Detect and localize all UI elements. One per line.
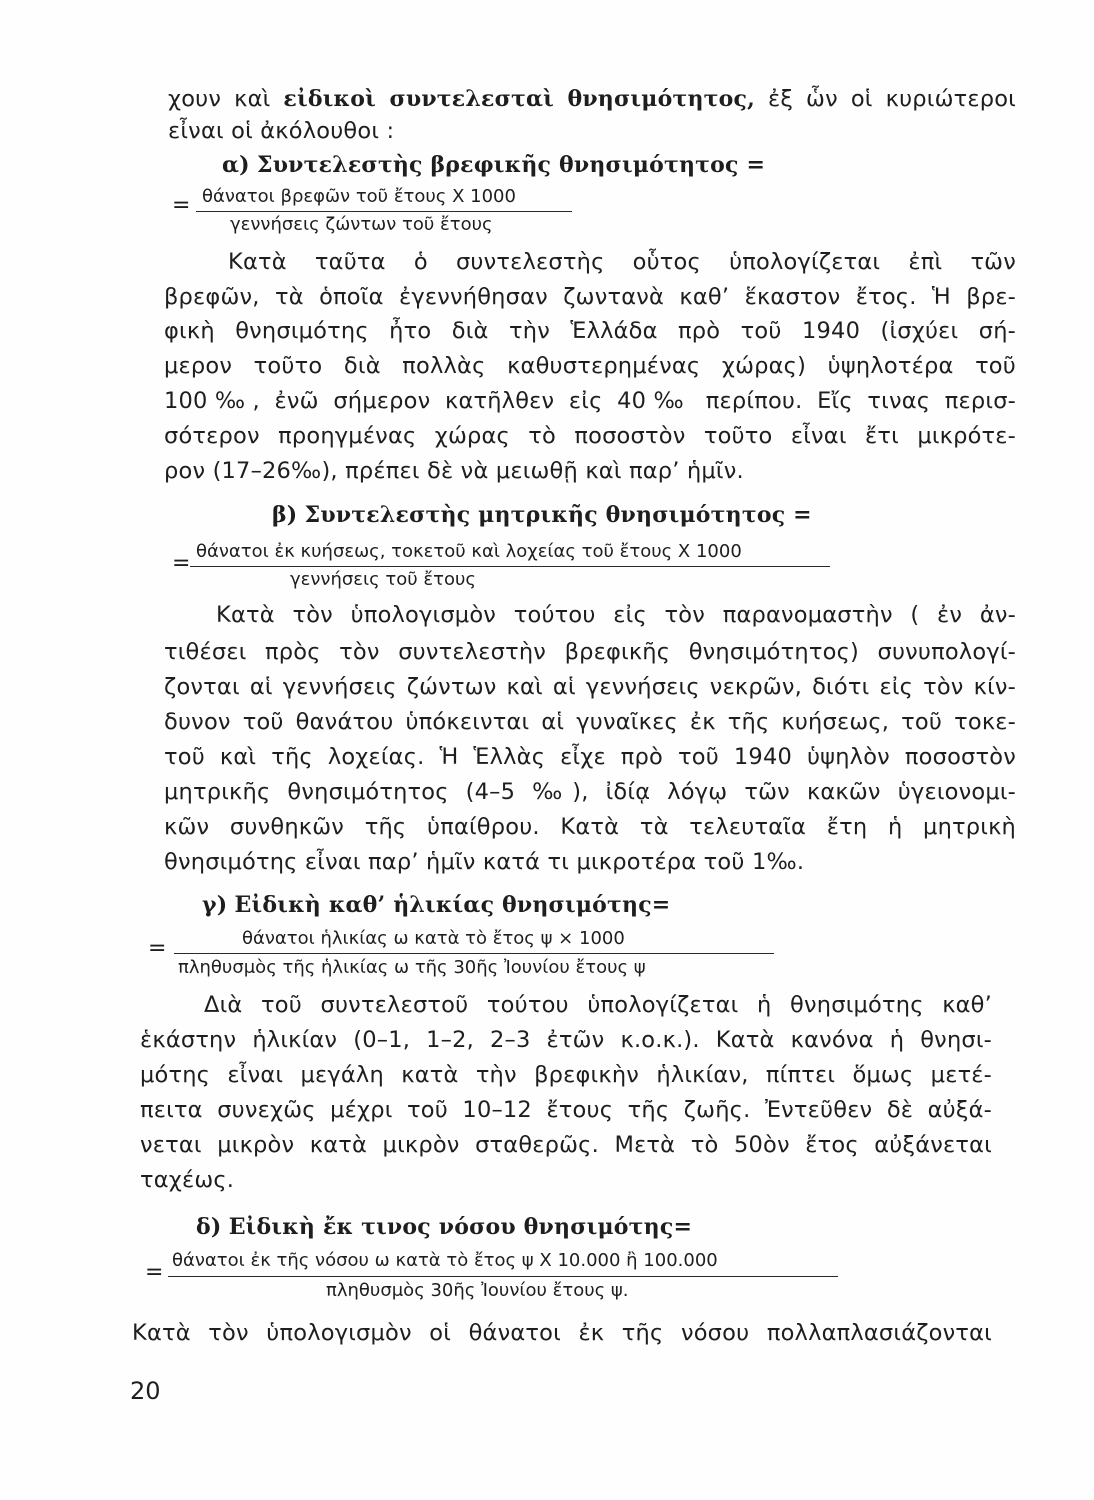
- page-number: 20: [130, 1377, 161, 1405]
- section-b-fraction-bar: [190, 566, 830, 567]
- section-b-line-4: δυνον τοῦ θανάτου ὑπόκεινται αἱ γυναῖκες ἐκ τῆς κυήσεως, τοῦ τοκε-: [164, 709, 1016, 735]
- section-b-heading: β) Συντελεστὴς μητρικῆς θνησιμότητος =: [272, 502, 812, 528]
- section-a-numerator: θάνατοι βρεφῶν τοῦ ἔτους Χ 1000: [202, 186, 516, 207]
- section-c-numerator: θάνατοι ἡλικίας ω κατὰ τὸ ἔτος ψ × 1000: [242, 928, 625, 949]
- section-a-line-6: σότερον προηγμένας χώρας τὸ ποσοστὸν τοῦτο εἶναι ἔτι μικρότε-: [164, 423, 1016, 449]
- section-c-line-5: νεται μικρὸν κατὰ μικρὸν σταθερῶς. Μετὰ τὸ 50ὸν ἔτος αὐξάνεται: [140, 1132, 992, 1158]
- intro-bold-term: εἰδικοὶ συντελεσταὶ θνησιμότητος,: [283, 86, 755, 112]
- section-a-denominator: γεννήσεις ζώντων τοῦ ἔτους: [230, 214, 493, 235]
- section-b-line-2: τιθέσει πρὸς τὸν συντελεστὴν βρεφικῆς θνησιμότητος) συνυπολογί-: [164, 639, 1016, 665]
- section-d-denominator: πληθυσμὸς 30ῆς Ἰουνίου ἔτους ψ.: [326, 1280, 629, 1301]
- section-a-line-4: μερον τοῦτο διὰ πολλὰς καθυστερημένας χώρας) ὑψηλοτέρα τοῦ: [164, 353, 1016, 379]
- section-a-equals: =: [172, 193, 191, 218]
- section-a-heading: α) Συντελεστὴς βρεφικῆς θνησιμότητος =: [222, 152, 766, 178]
- section-c-line-6: ταχέως.: [140, 1167, 235, 1193]
- section-c-equals: =: [148, 936, 167, 961]
- section-b-line-5: τοῦ καὶ τῆς λοχείας. Ἡ Ἑλλὰς εἶχε πρὸ τοῦ 1940 ὑψηλὸν ποσοστὸν: [164, 744, 1016, 770]
- section-c-heading: γ) Εἰδικὴ καθ’ ἡλικίας θνησιμότης=: [202, 892, 671, 918]
- section-d-heading: δ) Εἰδικὴ ἔκ τινος νόσου θνησιμότης=: [196, 1214, 693, 1240]
- section-a-line-7: ρον (17–26‰), πρέπει δὲ νὰ μειωθῇ καὶ παρ’ ἡμῖν.: [164, 458, 744, 484]
- section-c-fraction-bar: [174, 953, 774, 954]
- section-d-fraction-bar: [168, 1276, 838, 1277]
- section-d-numerator: θάνατοι ἐκ τῆς νόσου ω κατὰ τὸ ἔτος ψ Χ 10.000 ἢ 100.000: [172, 1250, 718, 1271]
- section-c-line-1: Διὰ τοῦ συντελεστοῦ τούτου ὑπολογίζεται ἡ θνησιμότης καθ’: [204, 992, 992, 1018]
- section-a-line-2: βρεφῶν, τὰ ὁποῖα ἐγεννήθησαν ζωντανὰ καθ’ ἕκαστον ἔτος. Ἡ βρε-: [164, 284, 1016, 310]
- section-d-line-1: Κατὰ τὸν ὑπολογισμὸν οἱ θάνατοι ἐκ τῆς νόσου πολλαπλασιάζονται: [132, 1320, 992, 1346]
- section-b-line-3: ζονται αἱ γεννήσεις ζώντων καὶ αἱ γεννήσεις νεκρῶν, διότι εἰς τὸν κίν-: [164, 674, 1016, 700]
- section-b-line-1: Κατὰ τὸν ὑπολογισμὸν τούτου εἰς τὸν παρανομαστὴν ( ἐν ἀν-: [216, 602, 1016, 628]
- section-c-line-2: ἑκάστην ἡλικίαν (0–1, 1–2, 2–3 ἐτῶν κ.ο.κ.). Κατὰ κανόνα ἡ θνησι-: [140, 1027, 992, 1053]
- section-d-equals: =: [145, 1260, 164, 1285]
- intro-line-1: χουν καὶ εἰδικοὶ συντελεσταὶ θνησιμότητος, ἐξ ὧν οἱ κυριώτεροι: [168, 86, 1016, 112]
- section-a-fraction-bar: [196, 211, 572, 212]
- section-b-numerator: θάνατοι ἐκ κυήσεως, τοκετοῦ καὶ λοχείας τοῦ ἔτους Χ 1000: [196, 541, 742, 562]
- section-b-line-7: κῶν συνθηκῶν τῆς ὑπαίθρου. Κατὰ τὰ τελευταῖα ἔτη ἡ μητρικὴ: [164, 814, 1016, 840]
- intro-line-2: εἶναι οἱ ἀκόλουθοι :: [168, 118, 395, 144]
- section-b-line-6: μητρικῆς θνησιμότητος (4–5 ‰), ἰδίᾳ λόγῳ τῶν κακῶν ὑγειονομι-: [164, 779, 1016, 805]
- section-b-denominator: γεννήσεις τοῦ ἔτους: [290, 569, 476, 590]
- section-a-line-3: φικὴ θνησιμότης ἦτο διὰ τὴν Ἑλλάδα πρὸ τοῦ 1940 (ἰσχύει σή-: [164, 318, 1016, 344]
- section-b-equals: =: [172, 551, 191, 576]
- section-c-line-4: πειτα συνεχῶς μέχρι τοῦ 10–12 ἔτους τῆς ζωῆς. Ἐντεῦθεν δὲ αὐξά-: [140, 1097, 992, 1123]
- section-c-line-3: μότης εἶναι μεγάλη κατὰ τὴν βρεφικὴν ἡλικίαν, πίπτει ὅμως μετέ-: [140, 1062, 992, 1088]
- section-a-line-5: 100‰, ἐνῶ σήμερον κατῆλθεν εἰς 40‰ περίπου. Εἴς τινας περισ-: [164, 388, 1016, 414]
- section-a-line-1: Κατὰ ταῦτα ὁ συντελεστὴς οὗτος ὑπολογίζεται ἐπὶ τῶν: [228, 249, 1016, 275]
- section-c-denominator: πληθυσμὸς τῆς ἡλικίας ω τῆς 30ῆς Ἰουνίου ἔτους ψ: [178, 957, 646, 978]
- section-b-line-8: θνησιμότης εἶναι παρ’ ἡμῖν κατά τι μικροτέρα τοῦ 1‰.: [164, 849, 805, 875]
